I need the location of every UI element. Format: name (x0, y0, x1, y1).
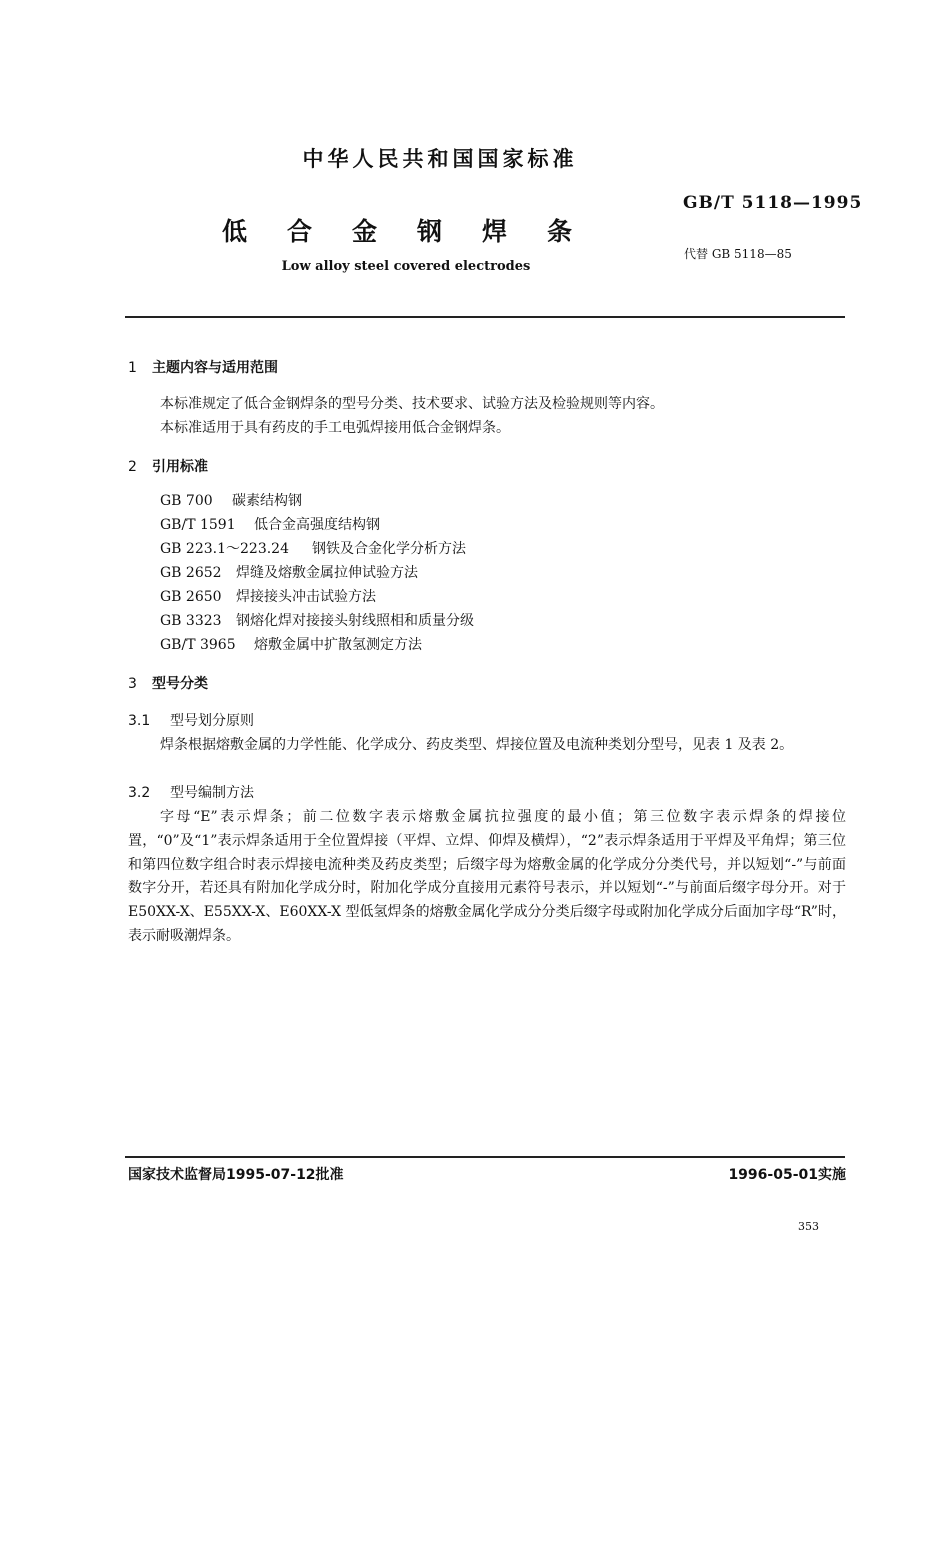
section-number: 3 (128, 676, 137, 692)
national-standard-heading: 中华人民共和国国家标准 (302, 147, 578, 171)
header-divider (125, 316, 845, 318)
replaces-note: 代替 GB 5118—85 (684, 247, 792, 261)
section-title: 主题内容与适用范围 (152, 360, 278, 376)
section-title: 型号分类 (152, 676, 208, 692)
reference-item: GB/T 1591 低合金高强度结构钢 (160, 517, 380, 533)
reference-item: GB 3323 钢熔化焊对接接头射线照相和质量分级 (160, 613, 474, 629)
section-3-heading (128, 673, 208, 693)
paragraph: 本标准适用于具有药皮的手工电弧焊接用低合金钢焊条。 (160, 419, 510, 436)
reference-item: GB/T 3965 熔敷金属中扩散氢测定方法 (160, 637, 422, 653)
implementation-date: 1996-05-01实施 (728, 1167, 846, 1183)
subsection-number: 3.1 (128, 713, 151, 729)
subsection-title: 型号划分原则 (170, 713, 254, 729)
section-number: 2 (128, 459, 137, 475)
section-1-body (128, 393, 846, 441)
paragraph: 焊条根据熔敷金属的力学性能、化学成分、药皮类型、焊接位置及电流种类划分型号，见表 1 及表 2。 (160, 737, 794, 753)
reference-item: GB 2652 焊缝及熔敷金属拉伸试验方法 (160, 565, 418, 581)
section-title: 引用标准 (152, 459, 208, 475)
document-title-en: Low alloy steel covered electrodes (281, 259, 531, 274)
standard-code: GB/T 5118—1995 (683, 193, 863, 213)
approval-date: 国家技术监督局1995-07-12批准 (128, 1167, 344, 1183)
section-2-heading (128, 456, 208, 476)
reference-item: GB 700 碳素结构钢 (160, 493, 302, 509)
paragraph: 字母“E”表示焊条；前二位数字表示熔敷金属抗拉强度的最小值；第三位数字表示焊条的焊接位置，“0”及“1”表示焊条适用于全位置焊接（平焊、立焊、仰焊及横焊），“2”表示焊条适用于平焊及平角焊；第三位和第四位数字组合时表示焊接电流种类及药皮类型；后缀字母为熔敷金属的化学成分分类代号，并以短划“-”与前面数字分开，若还具有附加化学成分时，附加化学成分直接用元素符号表示，并以短划“-”与前面后缀字母分开。对于 E50XX-X、E55XX-X、E60XX-X 型低氢焊条的熔敷金属化学成分分类后缀字母或附加化学成分后面加字母“R”时，表示耐吸潮焊条。 (128, 809, 846, 944)
reference-item: GB 2650 焊接接头冲击试验方法 (160, 589, 376, 605)
page-number: 353 (798, 1220, 819, 1233)
subsection-number: 3.2 (128, 785, 151, 801)
subsection-3-2-heading (128, 782, 254, 802)
footer-divider (125, 1156, 845, 1158)
section-1-heading (128, 357, 278, 377)
document-title-cn: 低合金钢焊条 (222, 217, 613, 246)
paragraph: 本标准规定了低合金钢焊条的型号分类、技术要求、试验方法及检验规则等内容。 (160, 396, 664, 412)
section-number: 1 (128, 360, 137, 376)
subsection-3-2-body (128, 806, 846, 949)
subsection-3-1-body (128, 734, 846, 758)
subsection-title: 型号编制方法 (170, 785, 254, 801)
subsection-3-1-heading (128, 710, 254, 730)
reference-item: GB 223.1～223.24 钢铁及合金化学分析方法 (160, 541, 466, 557)
